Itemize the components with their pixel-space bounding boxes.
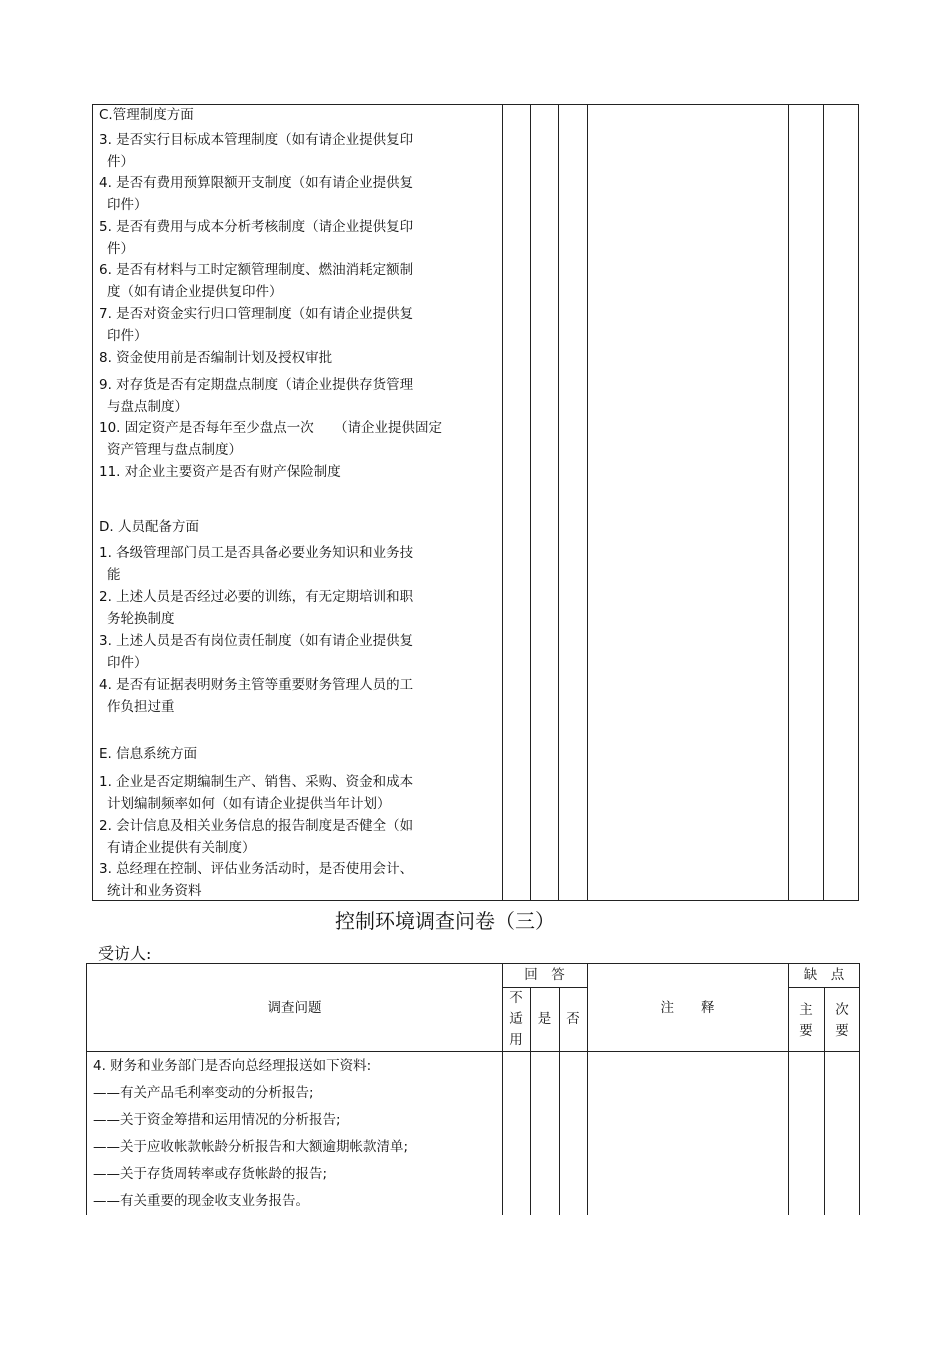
question-item: 4. 财务和业务部门是否向总经理报送如下资料: (93, 1058, 372, 1074)
respondent-label: 受访人: (98, 944, 152, 963)
questionnaire-table-continued (92, 104, 859, 901)
question-subitem: ——关于应收帐款帐龄分析报告和大额逾期帐款清单; (93, 1139, 409, 1155)
question-subitem: ——关于资金筹措和运用情况的分析报告; (93, 1112, 341, 1128)
page-title: 控制环境调查问卷（三） (335, 909, 555, 933)
question-item: 7. 是否对资金实行归口管理制度（如有请企业提供复 印件） (99, 306, 414, 344)
header-note: 注 释 (660, 1000, 715, 1016)
question-item: 4. 是否有证据表明财务主管等重要财务管理人员的工 作负担过重 (99, 677, 414, 715)
question-item: 1. 各级管理部门员工是否具备必要业务知识和业务技 能 (99, 545, 414, 583)
header-question: 调查问题 (267, 1000, 322, 1016)
column-divider (502, 105, 503, 900)
header-answer: 回 答 (524, 967, 565, 983)
questionnaire-table (86, 963, 860, 1215)
question-item: 2. 会计信息及相关业务信息的报告制度是否健全（如 有请企业提供有关制度） (99, 818, 414, 856)
header-defect: 缺 点 (803, 967, 845, 983)
column-divider (587, 105, 588, 900)
header-no: 否 (566, 1011, 580, 1027)
question-item: 10. 固定资产是否每年至少盘点一次 （请企业提供固定 资产管理与盘点制度） (99, 420, 443, 458)
header-minor: 次 要 (835, 1002, 849, 1039)
question-item: 3. 总经理在控制、评估业务活动时，是否使用会计、 统计和业务资料 (99, 861, 414, 899)
column-divider (530, 105, 531, 900)
question-item: 4. 是否有费用预算限额开支制度（如有请企业提供复 印件） (99, 175, 414, 213)
header-yes: 是 (537, 1011, 552, 1027)
header-major: 主 要 (799, 1002, 813, 1039)
question-item: 8. 资金使用前是否编制计划及授权审批 (99, 350, 333, 366)
question-item: 3. 上述人员是否有岗位责任制度（如有请企业提供复 印件） (99, 633, 414, 671)
question-subitem: ——关于存货周转率或存货帐龄的报告; (93, 1166, 328, 1182)
column-divider (823, 105, 824, 900)
question-subitem: ——有关重要的现金收支业务报告。 (93, 1193, 309, 1209)
row-divider (788, 987, 860, 988)
question-item: 9. 对存货是否有定期盘点制度（请企业提供存货管理 与盘点制度） (99, 377, 414, 415)
section-heading: E. 信息系统方面 (99, 746, 198, 762)
section-heading: D. 人员配备方面 (99, 519, 199, 535)
column-divider (788, 105, 789, 900)
section-heading: C.管理制度方面 (99, 107, 194, 123)
question-item: 6. 是否有材料与工时定额管理制度、燃油消耗定额制 度（如有请企业提供复印件） (99, 262, 414, 300)
question-item: 11. 对企业主要资产是否有财产保险制度 (99, 464, 341, 480)
question-item: 2. 上述人员是否经过必要的训练，有无定期培训和职 务轮换制度 (99, 589, 414, 627)
question-item: 3. 是否实行目标成本管理制度（如有请企业提供复印 件） (99, 132, 414, 170)
header-not-applicable: 不 适 用 (509, 990, 523, 1048)
question-item: 1. 企业是否定期编制生产、销售、采购、资金和成本 计划编制频率如何（如有请企业提供当年计划） (99, 774, 414, 812)
question-subitem: ——有关产品毛利率变动的分析报告; (93, 1085, 314, 1101)
question-item: 5. 是否有费用与成本分析考核制度（请企业提供复印 件） (99, 219, 414, 257)
row-divider (87, 1051, 860, 1052)
column-divider (558, 105, 559, 900)
